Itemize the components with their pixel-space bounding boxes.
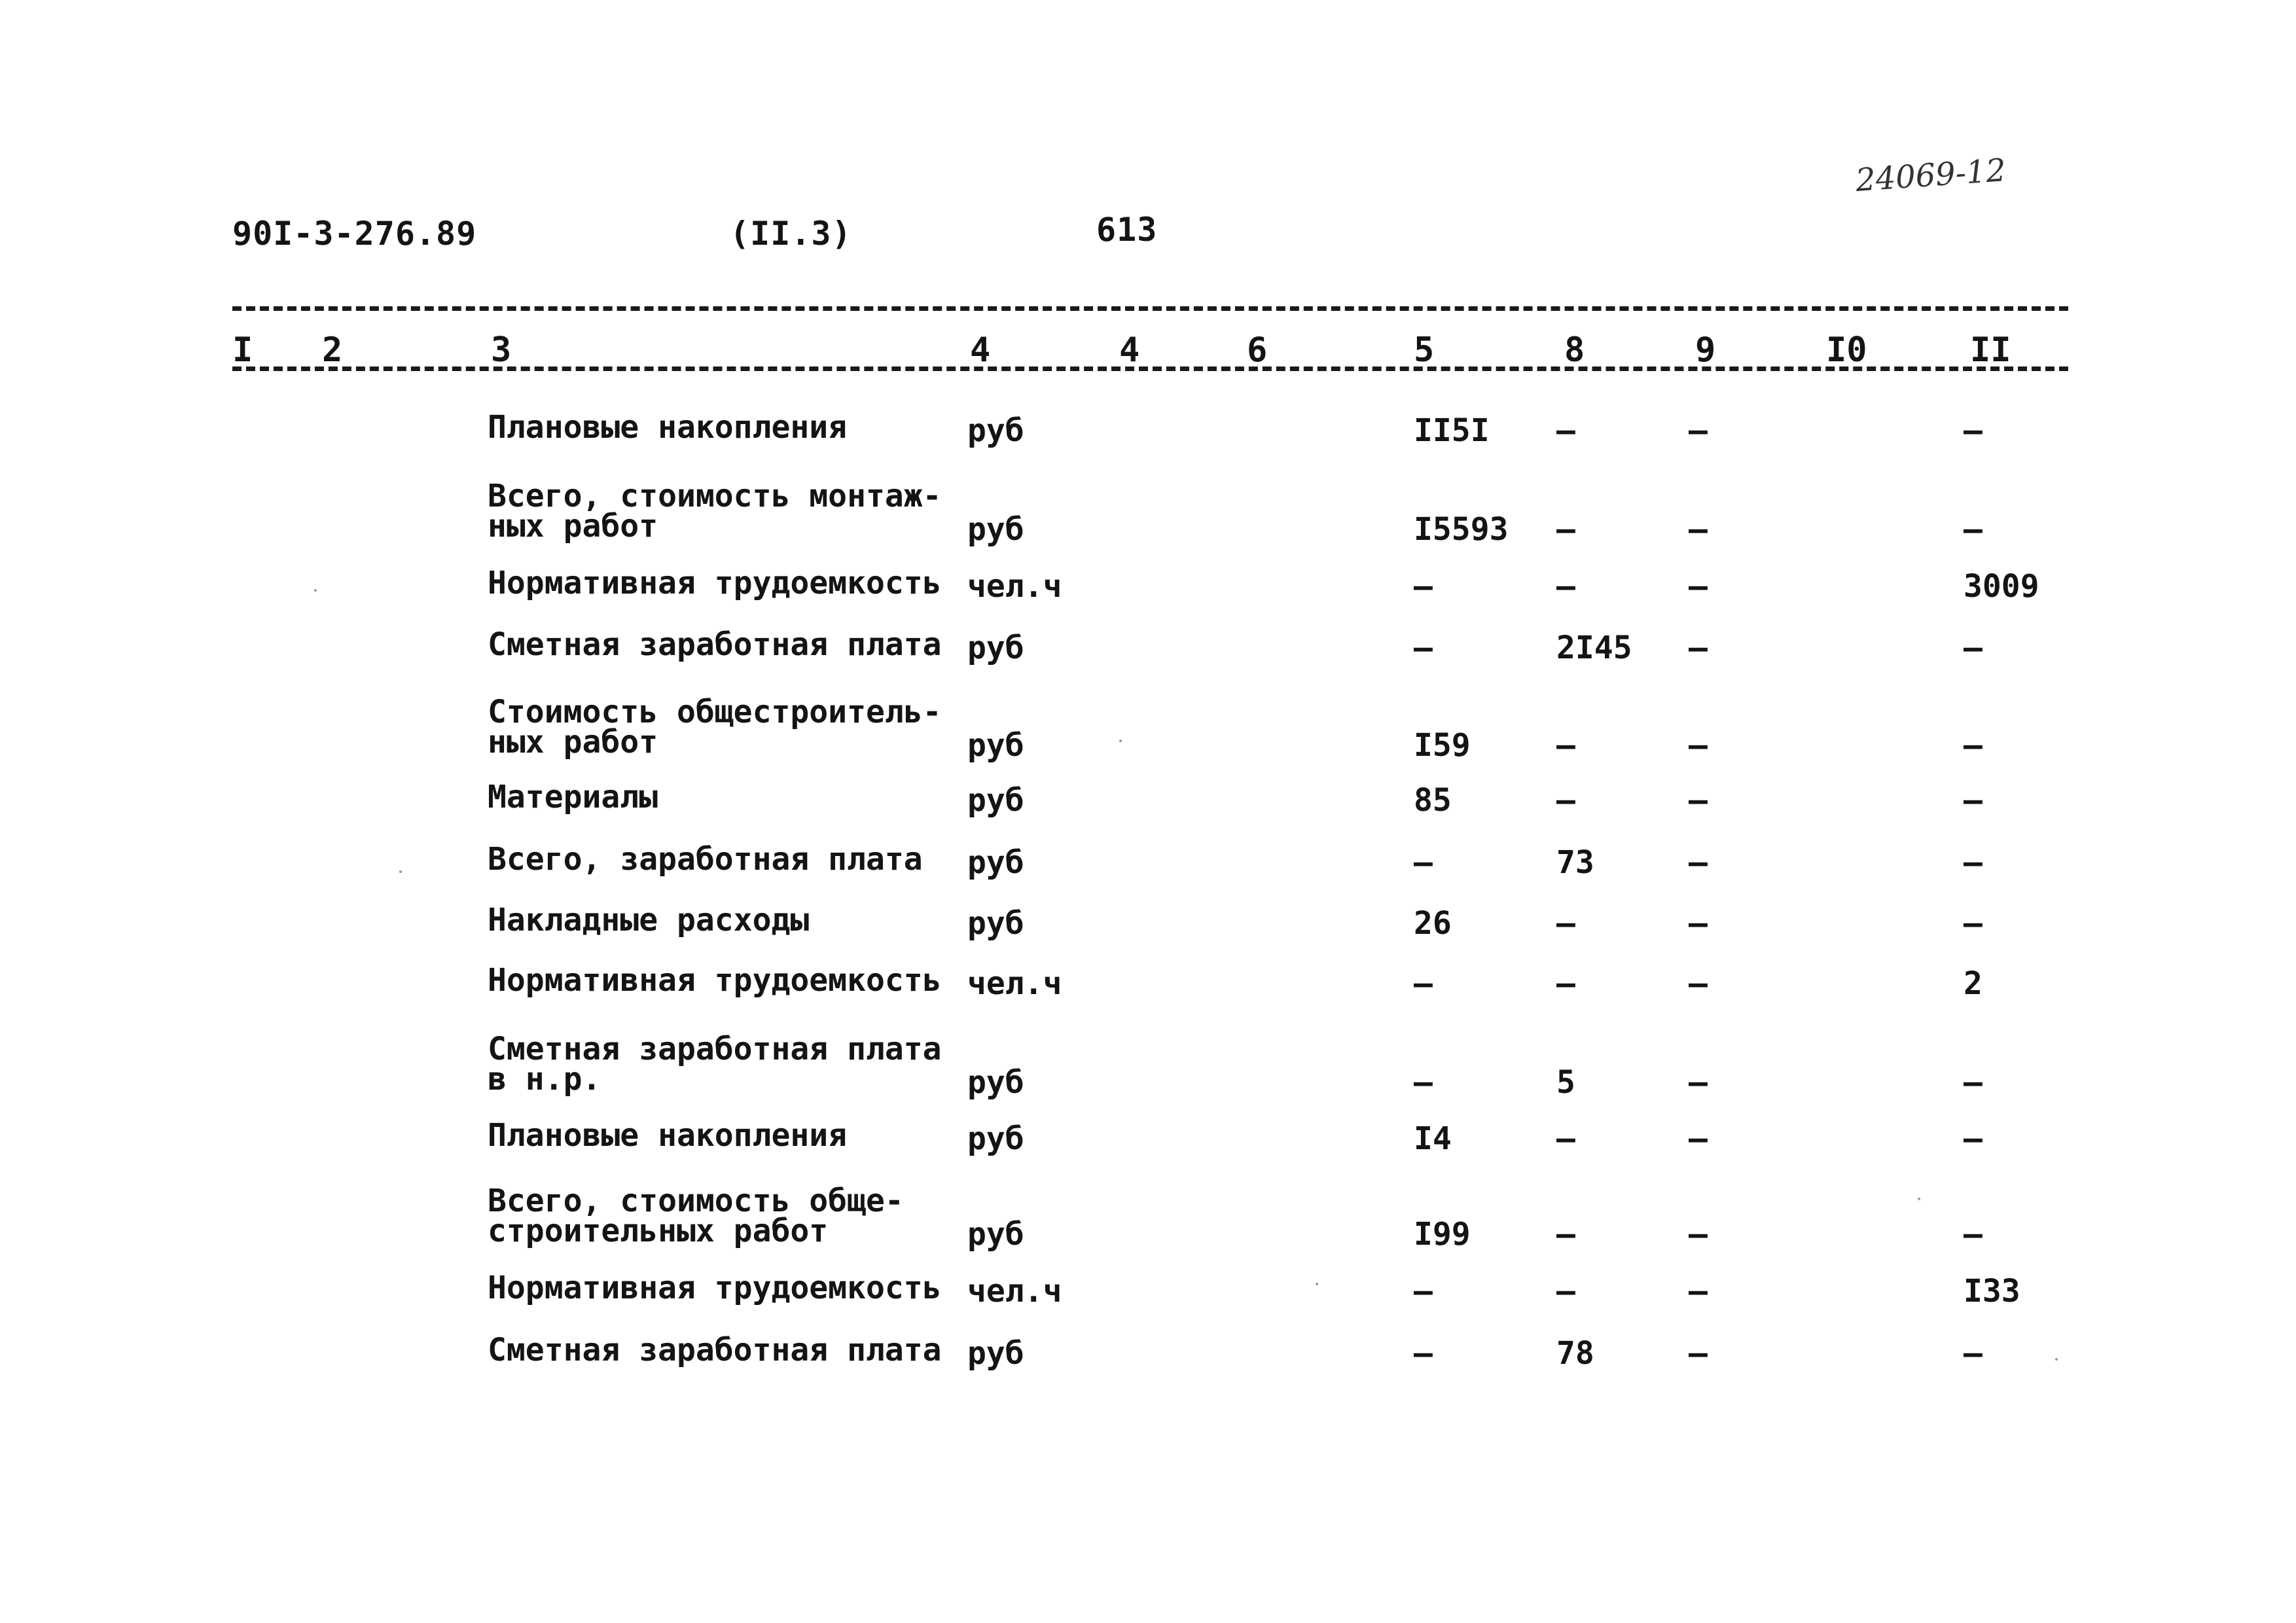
column-number: I <box>232 330 253 370</box>
row-unit: руб <box>967 844 1024 881</box>
col5-value: I5593 <box>1414 511 1509 548</box>
row-unit: руб <box>967 1120 1024 1157</box>
col5-value: I4 <box>1414 1120 1452 1157</box>
col8-value: – <box>1556 905 1575 942</box>
column-number: 3 <box>491 330 512 370</box>
row-unit: руб <box>967 727 1024 764</box>
col5-value: – <box>1414 568 1433 605</box>
col9-value: – <box>1689 1216 1708 1253</box>
col8-value: – <box>1556 782 1575 819</box>
col5-value: – <box>1414 1335 1433 1372</box>
col5-value: – <box>1414 965 1433 1002</box>
column-number: 6 <box>1247 330 1268 370</box>
col9-value: – <box>1689 511 1708 548</box>
col9-value: – <box>1689 568 1708 605</box>
col11-value: – <box>1964 844 1982 881</box>
column-number: 8 <box>1564 330 1585 370</box>
row-unit: руб <box>967 1216 1024 1253</box>
col5-value: 85 <box>1414 782 1452 819</box>
row-unit: руб <box>967 412 1024 449</box>
col11-value: I33 <box>1964 1273 2020 1310</box>
row-unit: руб <box>967 782 1024 819</box>
col9-value: – <box>1689 412 1708 449</box>
col9-value: – <box>1689 1273 1708 1310</box>
column-number: 5 <box>1414 330 1435 370</box>
row-label: Накладные расходы <box>488 902 810 938</box>
col5-value: – <box>1414 844 1433 881</box>
row-label: Сметная заработная плата <box>488 1332 942 1368</box>
scan-speck <box>1119 740 1122 742</box>
col8-value: – <box>1556 1273 1575 1310</box>
row-label: Сметная заработная плата <box>488 626 942 663</box>
col5-value: I99 <box>1414 1216 1471 1253</box>
column-number: II <box>1970 330 2011 370</box>
handwritten-note: 24069-12 <box>1854 152 2007 199</box>
col11-value: – <box>1964 1335 1982 1372</box>
row-unit: руб <box>967 1335 1024 1372</box>
col8-value: – <box>1556 511 1575 548</box>
scan-speck <box>1316 1283 1318 1285</box>
col5-value: I59 <box>1414 727 1471 764</box>
col8-value: 5 <box>1556 1064 1575 1101</box>
row-unit: руб <box>967 905 1024 942</box>
col11-value: – <box>1964 511 1982 548</box>
row-unit: чел.ч <box>967 965 1062 1002</box>
col9-value: – <box>1689 965 1708 1002</box>
row-label: Всего, стоимость монтаж- ных работ <box>488 478 942 544</box>
col11-value: – <box>1964 630 1982 666</box>
col5-value: – <box>1414 1273 1433 1310</box>
col8-value: 73 <box>1556 844 1594 881</box>
col11-value: – <box>1964 1216 1982 1253</box>
col5-value: II5I <box>1414 412 1490 449</box>
col9-value: – <box>1689 630 1708 666</box>
col9-value: – <box>1689 727 1708 764</box>
col9-value: – <box>1689 1335 1708 1372</box>
col11-value: 2 <box>1964 965 1982 1002</box>
col9-value: – <box>1689 782 1708 819</box>
row-label: Стоимость общестроитель- ных работ <box>488 694 942 760</box>
row-label: Нормативная трудоемкость <box>488 1270 942 1306</box>
col8-value: – <box>1556 1120 1575 1157</box>
col5-value: 26 <box>1414 905 1452 942</box>
row-label: Материалы <box>488 779 658 815</box>
column-number: 4 <box>970 330 991 370</box>
scan-speck <box>2055 1358 2058 1361</box>
col11-value: – <box>1964 782 1982 819</box>
col8-value: – <box>1556 965 1575 1002</box>
column-number: I0 <box>1826 330 1867 370</box>
col5-value: – <box>1414 1064 1433 1101</box>
col11-value: – <box>1964 412 1982 449</box>
row-label: Плановые накопления <box>488 1117 848 1154</box>
col8-value: 78 <box>1556 1335 1594 1372</box>
row-label: Нормативная трудоемкость <box>488 962 942 999</box>
row-unit: чел.ч <box>967 568 1062 605</box>
col5-value: – <box>1414 630 1433 666</box>
col8-value: 2I45 <box>1556 630 1632 666</box>
row-unit: чел.ч <box>967 1273 1062 1310</box>
col8-value: – <box>1556 412 1575 449</box>
row-label: Всего, стоимость обще- строительных работ <box>488 1183 904 1249</box>
column-number: 9 <box>1695 330 1716 370</box>
scan-speck <box>399 870 402 873</box>
doc-code: 90I-3-276.89 <box>232 215 477 253</box>
col9-value: – <box>1689 844 1708 881</box>
row-unit: руб <box>967 1064 1024 1101</box>
col11-value: 3009 <box>1964 568 2039 605</box>
page-number: 613 <box>1096 211 1158 249</box>
row-label: Всего, заработная плата <box>488 841 923 878</box>
row-label: Сметная заработная плата в н.р. <box>488 1031 942 1097</box>
col9-value: – <box>1689 1064 1708 1101</box>
column-number: 4 <box>1119 330 1140 370</box>
scan-speck <box>314 589 317 592</box>
col11-value: – <box>1964 1064 1982 1101</box>
section-number: (II.3) <box>730 215 852 253</box>
row-unit: руб <box>967 630 1024 666</box>
col8-value: – <box>1556 727 1575 764</box>
col9-value: – <box>1689 1120 1708 1157</box>
row-unit: руб <box>967 511 1024 548</box>
col11-value: – <box>1964 1120 1982 1157</box>
column-number: 2 <box>322 330 343 370</box>
col11-value: – <box>1964 905 1982 942</box>
scan-speck <box>1918 1198 1920 1200</box>
row-label: Плановые накопления <box>488 409 848 446</box>
col11-value: – <box>1964 727 1982 764</box>
row-label: Нормативная трудоемкость <box>488 565 942 601</box>
col8-value: – <box>1556 1216 1575 1253</box>
top-dashed-rule <box>232 306 2068 311</box>
col9-value: – <box>1689 905 1708 942</box>
col8-value: – <box>1556 568 1575 605</box>
